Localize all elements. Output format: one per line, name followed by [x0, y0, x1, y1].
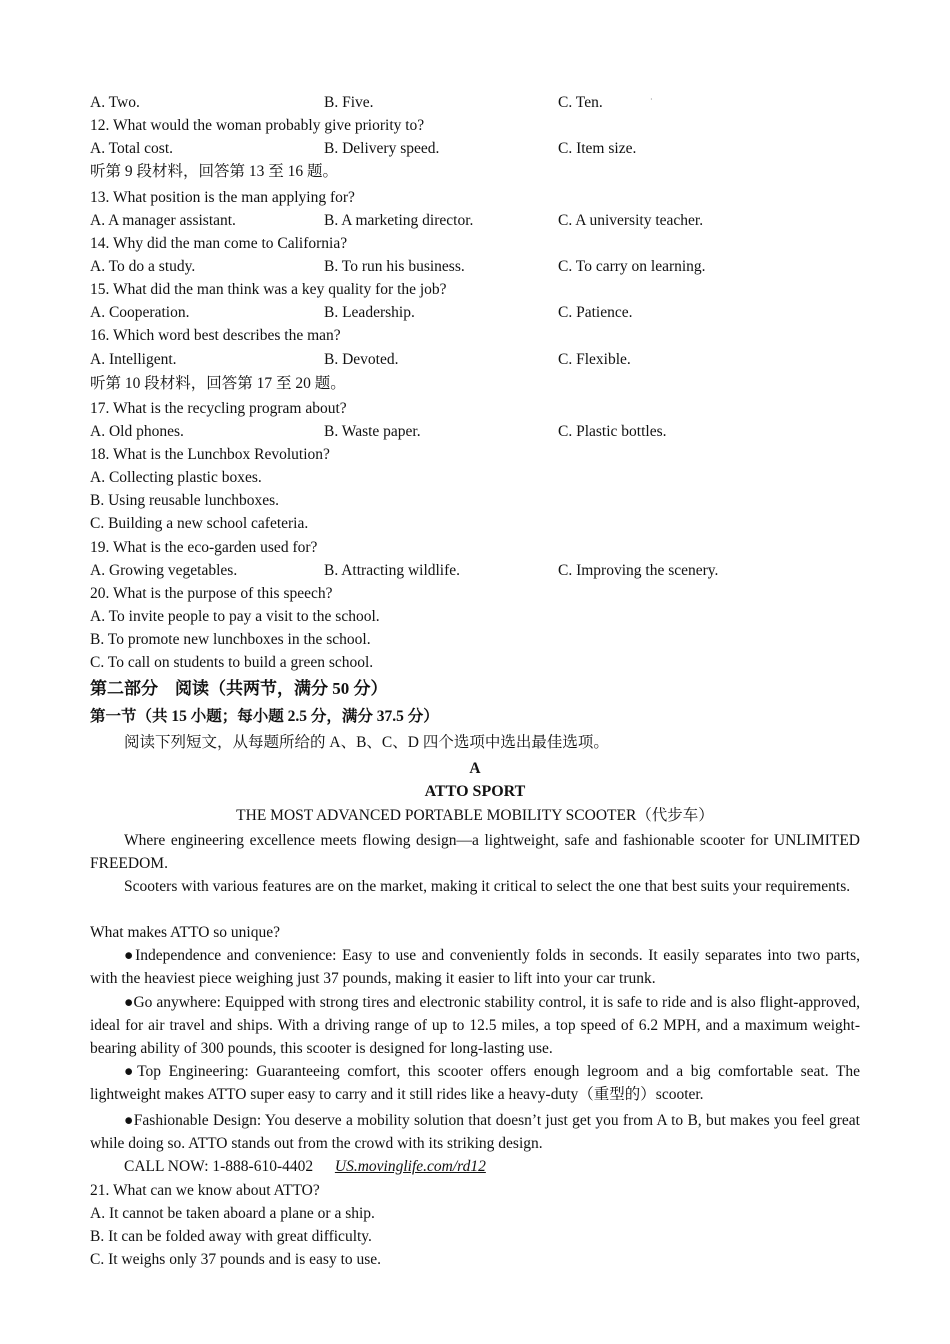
q16-stem: 16. Which word best describes the man?: [90, 327, 341, 344]
q14-option-b: B. To run his business.: [324, 258, 465, 275]
stray-dot: ·: [650, 95, 653, 104]
q14-option-a: A. To do a study.: [90, 258, 196, 275]
q19-option-c: C. Improving the scenery.: [558, 562, 719, 579]
passage-paragraph-1: Where engineering excellence meets flowing design—a lightweight, safe and fashionable scooter for UNLIMITED FREEDOM.: [90, 832, 860, 872]
q19-stem: 19. What is the eco-garden used for?: [90, 539, 318, 556]
q12-stem: 12. What would the woman probably give priority to?: [90, 117, 425, 134]
listen-10-instruction: 听第 10 段材料，回答第 17 至 20 题。: [90, 375, 346, 392]
q13-option-b: B. A marketing director.: [324, 212, 474, 229]
q17-option-b: B. Waste paper.: [324, 423, 421, 440]
q19-option-b: B. Attracting wildlife.: [324, 562, 461, 579]
part-2-title: 第二部分 阅读（共两节，满分 50 分）: [90, 679, 388, 698]
passage-paragraph-3: What makes ATTO so unique?: [90, 924, 280, 941]
passage-paragraph-2: Scooters with various features are on the market, making it critical to select the one that best suits your requirements.: [124, 878, 851, 895]
q16-option-c: C. Flexible.: [558, 351, 631, 368]
call-number: CALL NOW: 1-888-610-4402: [124, 1158, 314, 1175]
q14-stem: 14. Why did the man come to California?: [90, 235, 348, 252]
q18-option-c: C. Building a new school cafeteria.: [90, 515, 309, 532]
q18-stem: 18. What is the Lunchbox Revolution?: [90, 446, 330, 463]
q16-option-a: A. Intelligent.: [90, 351, 177, 368]
passage-paragraph-6: ●Top Engineering: Guaranteeing comfort, this scooter offers enough legroom and a big comfortable seat. The lightweight makes ATTO super easy to carry and it still rides like a heavy-duty（重型的）scooter.: [90, 1063, 860, 1103]
q12-option-a: A. Total cost.: [90, 140, 174, 157]
q11-option-b: B. Five.: [324, 94, 374, 111]
q12-option-b: B. Delivery speed.: [324, 140, 440, 157]
q20-stem: 20. What is the purpose of this speech?: [90, 585, 333, 602]
q17-option-c: C. Plastic bottles.: [558, 423, 667, 440]
q17-option-a: A. Old phones.: [90, 423, 184, 440]
reading-instruction: 阅读下列短文，从每题所给的 A、B、C、D 四个选项中选出最佳选项。: [124, 734, 609, 751]
q18-option-b: B. Using reusable lunchboxes.: [90, 492, 279, 509]
passage-paragraph-4: ●Independence and convenience: Easy to use and conveniently folds in seconds. It easily separates into two parts, with the heaviest piece weighing just 37 pounds, making it easier to lift into your car trunk.: [90, 947, 860, 987]
q13-option-a: A. A manager assistant.: [90, 212, 236, 229]
q15-stem: 15. What did the man think was a key quality for the job?: [90, 281, 447, 298]
passage-paragraph-5: ●Go anywhere: Equipped with strong tires and electronic stability control, it is safe to ride and is also flight-approved, ideal for air travel and ships. With a driving range of up to 12.5 miles, a top speed of 6.2 MPH, and a maximum weight-bearing ability of 300 pounds, this scooter is designed for long-lasting use.: [90, 994, 860, 1057]
q18-option-a: A. Collecting plastic boxes.: [90, 469, 262, 486]
q21-stem: 21. What can we know about ATTO?: [90, 1182, 320, 1199]
q14-option-c: C. To carry on learning.: [558, 258, 706, 275]
q20-option-a: A. To invite people to pay a visit to the school.: [90, 608, 380, 625]
passage-title: ATTO SPORT: [424, 783, 526, 800]
q16-option-b: B. Devoted.: [324, 351, 399, 368]
q20-option-c: C. To call on students to build a green school.: [90, 654, 374, 671]
passage-paragraph-7: ●Fashionable Design: You deserve a mobility solution that doesn’t just get you from A to B, but makes you feel great while doing so. ATTO stands out from the crowd with its striking design.: [90, 1112, 860, 1152]
q13-stem: 13. What position is the man applying for?: [90, 189, 355, 206]
listen-9-instruction: 听第 9 段材料，回答第 13 至 16 题。: [90, 163, 339, 180]
q11-option-c: C. Ten.: [558, 94, 603, 111]
q21-option-a: A. It cannot be taken aboard a plane or a ship.: [90, 1205, 375, 1222]
q15-option-b: B. Leadership.: [324, 304, 415, 321]
q19-option-a: A. Growing vegetables.: [90, 562, 238, 579]
call-line: [124, 1155, 486, 1178]
q17-stem: 17. What is the recycling program about?: [90, 400, 347, 417]
q21-option-b: B. It can be folded away with great difficulty.: [90, 1228, 372, 1245]
q15-option-c: C. Patience.: [558, 304, 633, 321]
q21-option-c: C. It weighs only 37 pounds and is easy to use.: [90, 1251, 382, 1268]
passage-letter: A: [469, 760, 481, 777]
q12-option-c: C. Item size.: [558, 140, 637, 157]
q11-option-a: A. Two.: [90, 94, 140, 111]
website-link[interactable]: US.movinglife.com/rd12: [334, 1158, 486, 1175]
passage-subtitle: THE MOST ADVANCED PORTABLE MOBILITY SCOOTER（代步车）: [236, 807, 714, 824]
q13-option-c: C. A university teacher.: [558, 212, 704, 229]
q20-option-b: B. To promote new lunchboxes in the school.: [90, 631, 371, 648]
q15-option-a: A. Cooperation.: [90, 304, 190, 321]
section-1-title: 第一节（共 15 小题；每小题 2.5 分，满分 37.5 分）: [90, 708, 439, 725]
